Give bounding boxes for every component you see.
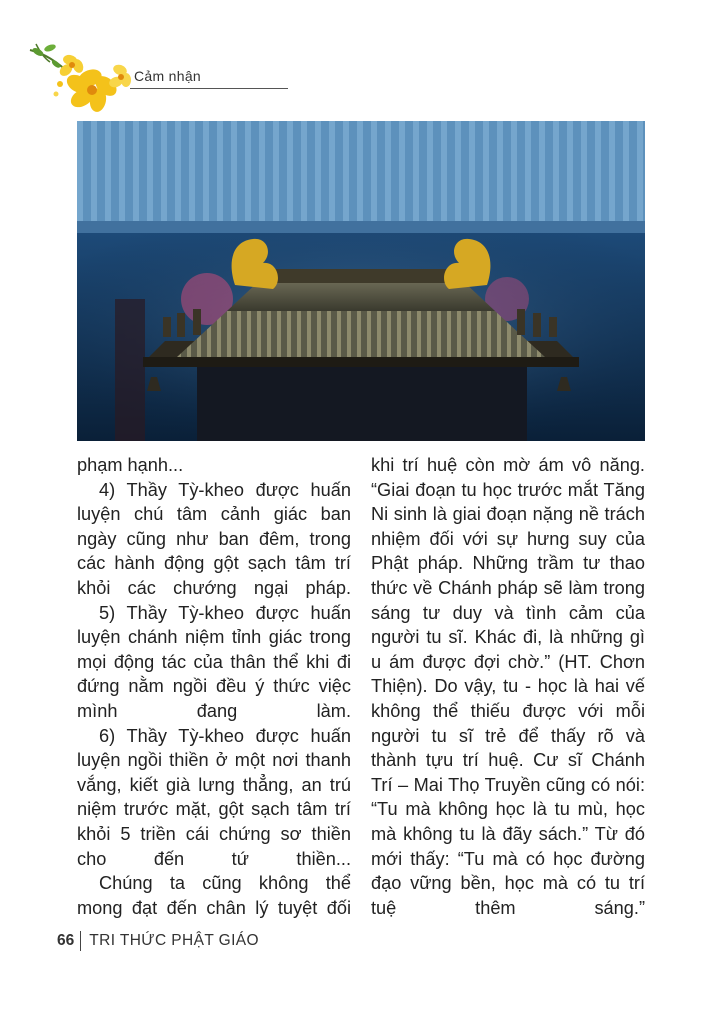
paragraph: khi trí huệ còn mờ ám vô năng. “Giai đoạn tu học trước mắt Tăng Ni sinh là giai đoạn nặng nề trách nhiệm đối với sự hưng suy của Phật pháp. Những trầm tư thao thức về Chánh pháp sẽ làm trong sáng tư duy và tình cảm của người tu sĩ. Khác đi, là những gì u ám được đợi chờ.” (HT. Chơn Thiện). Do vậy, tu - học là hai vế không thể thiếu được với mỗi người tu sĩ trẻ để thấy rõ và thành tựu trí huệ. Cư sĩ Chánh Trí – Mai Thọ Truyền cũng có nói: “Tu mà không học là tu mù, học mà không tu là đãy sách.” Từ đó mới thấy: “Tu mà có học đường đạo vững bền, học mà có tu trí tuệ thêm sáng.” (371, 455, 645, 918)
paragraph: 5) Thầy Tỳ-kheo được huấn luyện chánh niệm tỉnh giác trong mọi động tác của thân thể khi đi đứng nằm ngồi đều ý thức việc mình đang làm. (77, 602, 351, 721)
apricot-blossom-icon (26, 40, 134, 116)
temple-roof-photo (77, 121, 645, 441)
paragraph: phạm hạnh... (77, 455, 184, 475)
footer-divider (80, 931, 81, 951)
paragraph: 4) Thầy Tỳ-kheo được huấn luyện chú tâm cảnh giác ban ngày cũng như ban đêm, trong các hành động gột sạch tâm trí khỏi các chướng ngại pháp. (77, 479, 351, 598)
section-label: Cảm nhận (134, 68, 201, 84)
left-text-column (77, 453, 351, 920)
right-text-column (371, 453, 645, 920)
magazine-title: TRI THỨC PHẬT GIÁO (89, 932, 259, 949)
page-footer (57, 930, 259, 952)
paragraph: Chúng ta cũng không thể mong đạt đến chân lý tuyệt đối (77, 873, 351, 918)
temple-roof-image (77, 121, 645, 441)
section-divider (130, 88, 288, 89)
page-number: 66 (57, 932, 75, 949)
paragraph: 6) Thầy Tỳ-kheo được huấn luyện ngồi thiền ở một nơi thanh vắng, kiết già lưng thẳng, an trú niệm trước mặt, gột sạch tâm trí khỏi 5 triền cái chứng sơ thiền cho đến tứ thiền... (77, 725, 351, 869)
